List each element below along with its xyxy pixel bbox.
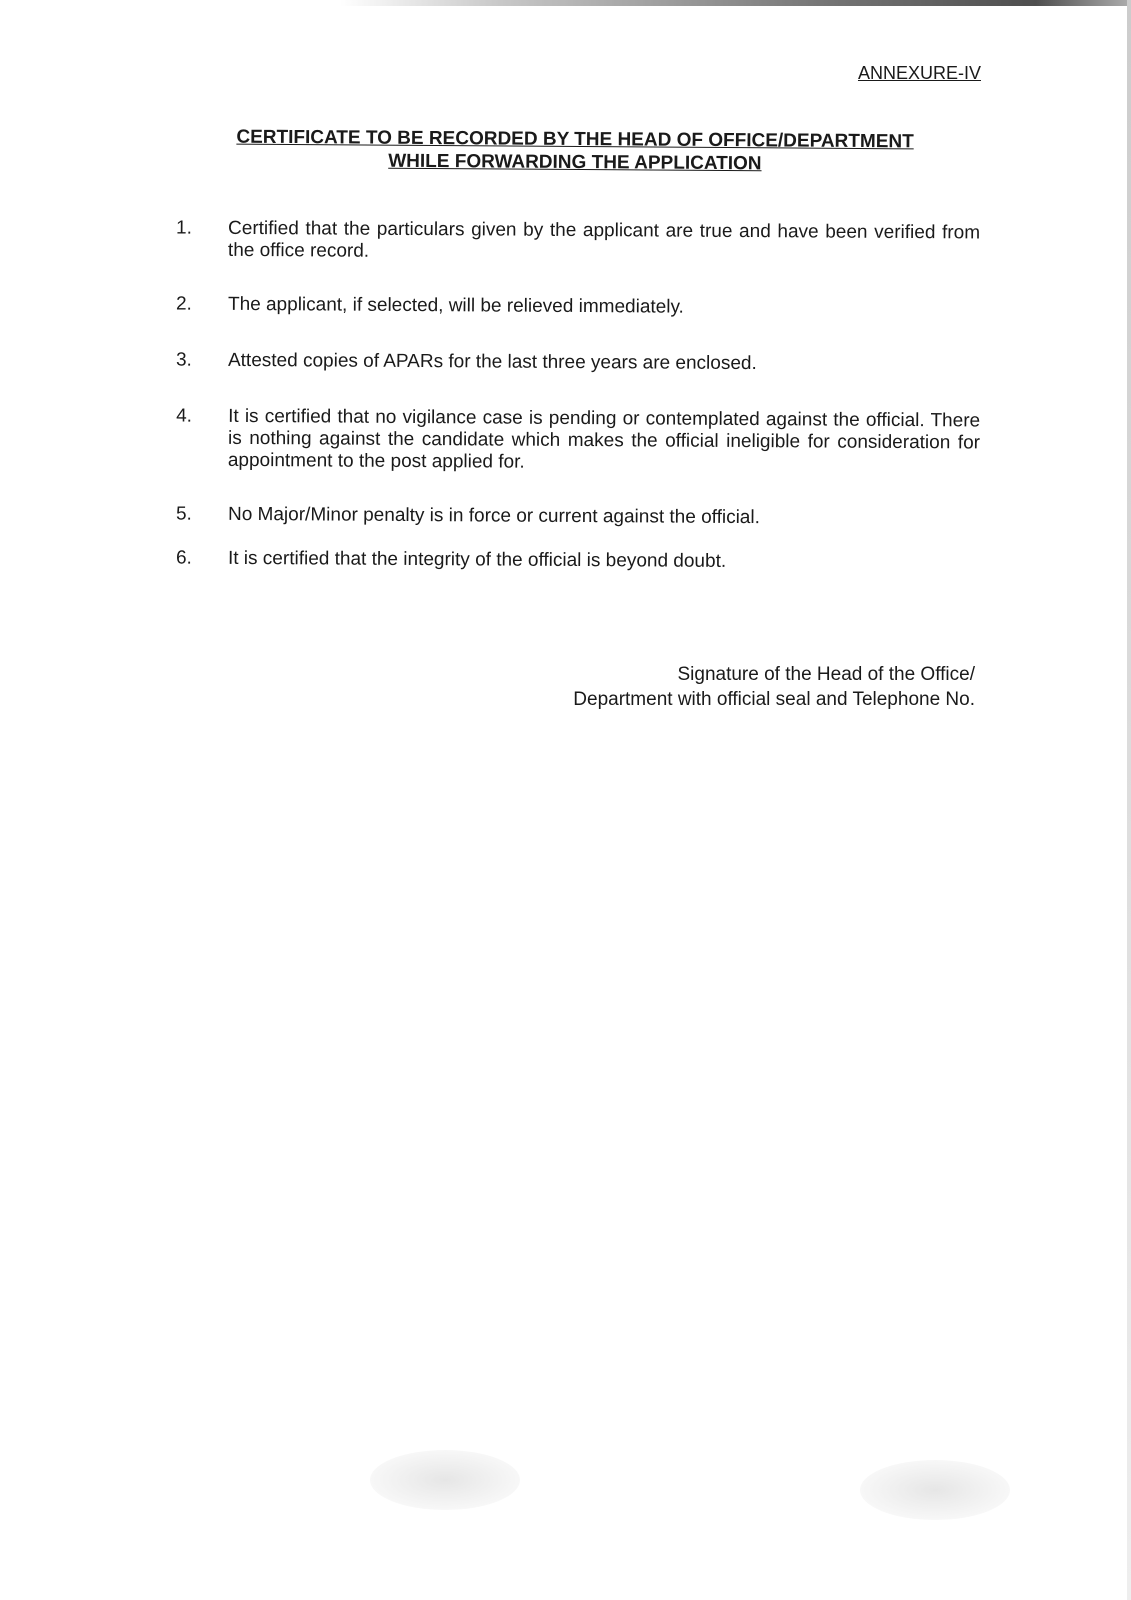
- item-number: 6.: [175, 547, 192, 569]
- certificate-items: [175, 217, 981, 604]
- scan-edge: [1127, 0, 1131, 1600]
- title-line-1: CERTIFICATE TO BE RECORDED BY THE HEAD OF OFFICE/DEPARTMENT: [236, 126, 914, 153]
- signature-line-2: Department with official seal and Telephone No.: [573, 689, 975, 710]
- annexure-label: ANNEXURE-IV: [857, 63, 981, 83]
- item-text: Attested copies of APARs for the last three years are enclosed.: [227, 349, 757, 375]
- item-text: No Major/Minor penalty is in force or current against the official.: [227, 503, 760, 529]
- item-number: 3.: [175, 349, 192, 371]
- title-line-2: WHILE FORWARDING THE APPLICATION: [388, 150, 762, 175]
- scan-artifact: [340, 0, 1131, 6]
- item-text: The applicant, if selected, will be relieved immediately.: [227, 293, 684, 318]
- item-number: 4.: [176, 405, 193, 427]
- list-item: [176, 406, 980, 477]
- signature-block: [573, 662, 975, 712]
- item-text: It is certified that the integrity of the official is beyond doubt.: [227, 547, 727, 572]
- item-number: 2.: [175, 293, 192, 315]
- list-item: [176, 294, 980, 321]
- item-text: Certified that the particulars given by the applicant are true and have been verified from the office record.: [227, 217, 981, 262]
- scan-smudge: [370, 1450, 520, 1510]
- list-item: [176, 504, 980, 531]
- document-title: [180, 125, 970, 177]
- list-item: [176, 350, 980, 377]
- item-number: 1.: [176, 217, 193, 239]
- signature-line-1: Signature of the Head of the Office/: [677, 664, 975, 685]
- list-item: [176, 548, 980, 575]
- item-number: 5.: [175, 503, 192, 525]
- item-text: It is certified that no vigilance case is pending or contemplated against the official. There is nothing against the candidate which makes the official ineligible for consideration for appointment to the post applied for.: [227, 405, 981, 473]
- list-item: [176, 218, 980, 267]
- scan-smudge: [860, 1460, 1010, 1520]
